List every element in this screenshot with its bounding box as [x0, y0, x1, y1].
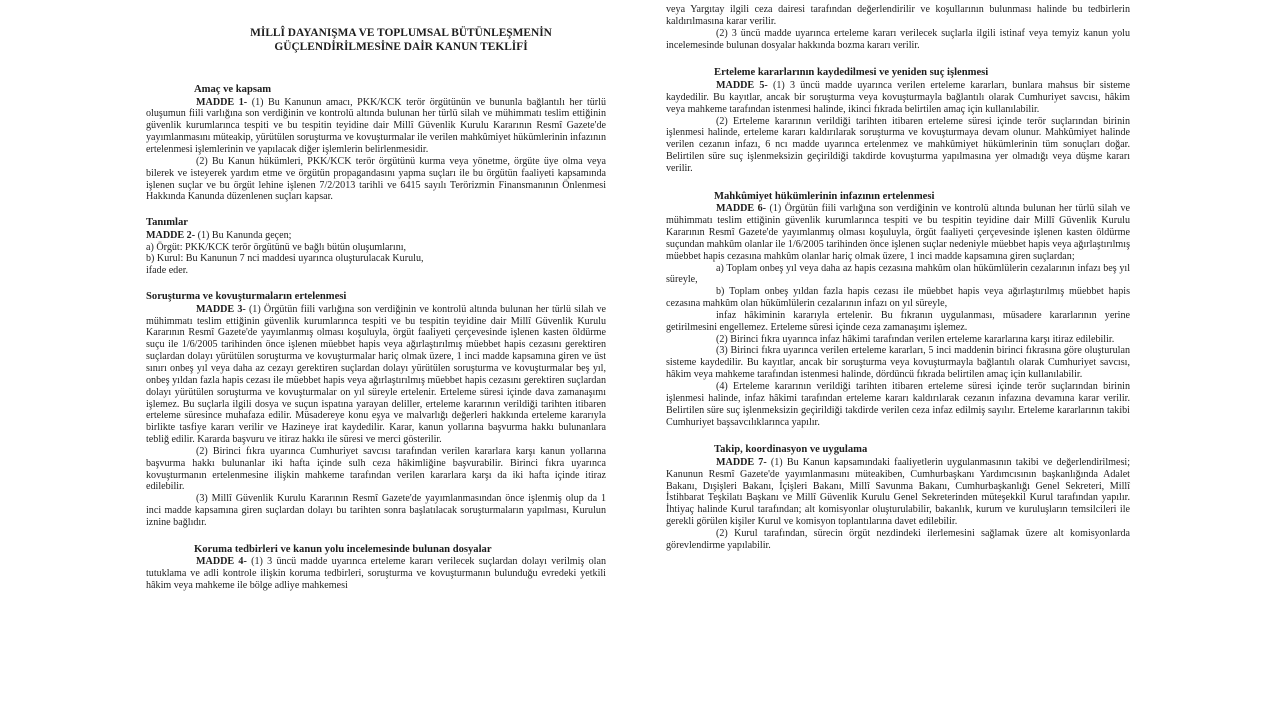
madde-label: MADDE 7-	[716, 456, 767, 468]
madde-label: MADDE 4-	[196, 556, 247, 568]
right-page	[640, 0, 1280, 720]
list-item: a) Örgüt: PKK/KCK terör örgütünü ve bağlı bütün oluşumlarını,	[146, 241, 407, 253]
section-madde-6	[666, 191, 1130, 429]
title-line-1: MİLLÎ DAYANIŞMA VE TOPLUMSAL BÜTÜNLEŞMENİN	[250, 27, 552, 39]
paragraph: (4) Erteleme kararının verildiği tarihten itibaren erteleme süresi içinde terör suçlarından birinin işlenmesi halinde, infaz hâkimi tarafından erteleme kararı kaldırılarak cezanın infazına devamına karar verilir. Belirtilen süre suç işlenmeksizin geçirildiği takdirde verilen ceza infaz edilmiş sayılır. Erteleme kararlarının takibi Cumhuriyet başsavcılıklarınca yapılır.	[666, 380, 1130, 428]
paragraph: MADDE 4- (1) 3 üncü madde uyarınca erteleme kararı verilecek suçlardan dolayı verilmiş olan tutuklama ve adli kontrole ilişkin koruma tedbirleri, soruşturma ve kovuşturmanın bulunduğu evredeki yetkili hâkim veya mahkeme ile bölge adliye mahkemesi	[146, 556, 606, 592]
section-heading: Koruma tedbirleri ve kanun yolu incelemesinde bulunan dosyalar	[194, 543, 492, 555]
paragraph: MADDE 5- (1) 3 üncü madde uyarınca verilen erteleme kararları, bunlara mahsus bir sisteme kaydedilir. Bu kayıtlar, ancak bir soruşturma veya kovuşturmayla bağlantılı olarak Cumhuriyet savcısı, hâkim veya mahkeme tarafından istenmesi halinde, ikinci fıkrada belirtilen amaç için kullanılabilir.	[666, 79, 1130, 115]
list-item: b) Toplam onbeş yıldan fazla hapis cezası ile müebbet hapis veya ağırlaştırılmış müebbet hapis cezasına mahkûm olan hükümlülerin cezalarının infazı on yıl süreyle,	[666, 286, 1130, 310]
paragraph: (2) Birinci fıkra uyarınca infaz hâkimi tarafından verilen erteleme kararlarına karşı itiraz edilebilir.	[716, 333, 1115, 345]
paragraph: (2) 3 üncü madde uyarınca erteleme kararı verilecek suçlarla ilgili istinaf veya temyiz kanun yolu incelemesinde bulunan dosyalar hakkında bozma kararı verilir.	[666, 27, 1130, 51]
section-madde-3	[146, 291, 606, 529]
paragraph: MADDE 2- (1) Bu Kanunda geçen;	[146, 229, 292, 241]
madde-label: MADDE 5-	[716, 79, 768, 91]
madde-label: MADDE 6-	[716, 203, 767, 215]
paragraph: ifade eder.	[146, 265, 189, 277]
paragraph: MADDE 3- (1) Örgütün fiili varlığına son verdiğinin ve kontrolü altında bulunan her türlü silah ve mühimmatı teslim ettiğinin güvenlik kurumlarınca tespiti ve bu tespitin teyidine dair Millî Güvenlik Kurulu Kararının Resmî Gazete'de yayımlanmış olması koşuluyla, örgüt faaliyeti çerçevesinde işlenen kasten öldürme suçu ile 1/6/2005 tarihinden önce işlenen müebbet hapis veya ağırlaştırılmış müebbet hapis cezasını gerektiren suçlardan dolayı yürütülen soruşturma ve kovuşturmalar hariç olmak üzere, 1 inci madde kapsamına giren ve üst sınırı onbeş yıl veya daha az cezayı gerektiren suçlardan dolayı yürütülen soruşturma ve kovuşturmalar beş yıl, onbeş yıldan fazla hapis cezası ile müebbet hapis veya ağırlaştırılmış müebbet hapis cezasını gerektiren suçlardan dolayı yürütülen soruşturma ve kovuşturmalar on yıl süreyle ertelenir. Erteleme süresi içinde dava zamanaşımı işlemez. Bu suçlarla ilgili dosya ve suçun ispatına yarayan deliller, erteleme kararının verildiği tarihten itibaren erteleme süresince muhafaza edilir. Müsadereye konu eşya ve malvarlığı değerleri hakkında erteleme kararıyla birlikte tasfiye kararı verilir ve Hazineye irat kaydedilir. Karar, kanun yollarına başvurma hakkı bulunanlara tebliğ edilir. Kararda başvuru ve itiraz hakkı ile süresi ve merci gösterilir.	[146, 303, 606, 446]
document-title	[196, 26, 606, 54]
section-madde-4-continued	[666, 4, 1130, 51]
paragraph: (3) Birinci fıkra uyarınca verilen erteleme kararları, 5 inci maddenin birinci fıkrasına göre oluşturulan sisteme kaydedilir. Bu kayıtlar, ancak bir soruşturma veya kovuşturmayla bağlantılı olarak Cumhuriyet savcısı, hâkim veya mahkeme tarafından istenmesi halinde, dördüncü fıkrada belirtilen amaç için kullanılabilir.	[666, 345, 1130, 381]
paragraph: MADDE 6- (1) Örgütün fiili varlığına son verdiğinin ve kontrolü altında bulunan her türlü silah ve mühimmatı teslim ettiğinin güvenlik kurumlarınca tespiti ve bu tespitin teyidine dair Millî Güvenlik Kurulu Kararının Resmî Gazete'de yayımlanmış olması koşuluyla, örgüt faaliyeti çerçevesinde işlenen kasten öldürme suçundan mahkûm olanlar ile 1/6/2005 tarihinden önce işlenen suçlar nedeniyle müebbet hapis veya ağırlaştırılmış müebbet hapis cezasına mahkûm olanlar hariç olmak üzere, 1 inci madde kapsamına giren suçlardan;	[666, 203, 1130, 262]
paragraph: (3) Millî Güvenlik Kurulu Kararının Resmî Gazete'de yayımlanmasından önce işlenmiş olup da 1 inci madde kapsamına giren suçlardan dolayı bu tarihten sonra başlatılacak soruşturmaların yapılması, Kurulun iznine bağlıdır.	[146, 493, 606, 528]
paragraph: infaz hâkiminin kararıyla ertelenir. Bu fıkranın uygulanması, müsadere kararlarının yerine getirilmesini engellemez. Erteleme süresi içinde ceza zamanaşımı işlemez.	[666, 309, 1130, 333]
section-madde-7	[666, 444, 1130, 551]
madde-label: MADDE 2-	[146, 229, 196, 241]
paragraph: veya Yargıtay ilgili ceza dairesi tarafından değerlendirilir ve koşullarının bulunması halinde bu tedbirlerin kaldırılmasına karar verilir.	[666, 4, 1130, 27]
title-line-2: GÜÇLENDİRİLMESİNE DAİR KANUN TEKLİFİ	[274, 41, 528, 53]
paragraph: MADDE 7- (1) Bu Kanun kapsamındaki faaliyetlerin uygulanmasının takibi ve değerlendirilmesi; Kanunun Resmî Gazete'de yayımlanmasını müteakiben, Cumhurbaşkanı Yardımcısının başkanlığında Adalet Bakanı, Dışişleri Bakanı, İçişleri Bakanı, Millî Savunma Bakanı, Cumhurbaşkanlığı Genel Sekreteri, Millî İstihbarat Teşkilatı Başkanı ve Millî Güvenlik Kurulu Genel Sekreterinden müteşekkil Kurul tarafından yapılır. İhtiyaç halinde Kurul tarafından; alt komisyonlar oluşturulabilir, bakanlık, kurum ve kuruluşların temsilcileri ile gerekli görülen kişiler Kurul ve komisyon toplantılarına davet edilebilir.	[666, 456, 1131, 528]
section-heading: Tanımlar	[146, 217, 188, 229]
list-item: b) Kurul: Bu Kanunun 7 nci maddesi uyarınca oluşturulacak Kurulu,	[146, 253, 424, 265]
section-heading: Erteleme kararlarının kaydedilmesi ve yeniden suç işlenmesi	[714, 67, 989, 79]
paragraph: (2) Kurul tarafından, sürecin örgüt nezdindeki ilerlemesini sağlamak üzere alt komisyonlarda görevlendirme yapılabilir.	[666, 528, 1130, 551]
section-heading: Amaç ve kapsam	[194, 84, 272, 95]
section-madde-1	[146, 84, 606, 203]
section-madde-4	[146, 544, 606, 592]
section-heading: Takip, koordinasyon ve uygulama	[714, 444, 868, 456]
paragraph: (2) Bu Kanun hükümleri, PKK/KCK terör örgütünü kurma veya yönetme, örgüte üye olma veya bilerek ve isteyerek yardım etme ve örgütün propagandasını yapma suçları ile bu örgütün faaliyeti kapsamında işlenen suçlar ve bu örgüt lehine işlenen 7/2/2013 tarihli ve 6415 sayılı Terörizmin Finansmanının Önlenmesi Hakkında Kanunda düzenlenen suçları kapsar.	[146, 155, 606, 203]
paragraph: (2) Erteleme kararının verildiği tarihten itibaren erteleme süresi içinde terör suçlarından birinin işlenmesi halinde, erteleme kararı kaldırılarak soruşturma ve kovuşturmaya devam olunur. Mahkûmiyet halinde verilen cezanın infazı, 6 ncı madde uyarınca ertelenmez ve mahkûmiyet hükümlerinin tüm sonuçları doğar. Belirtilen süre suç işlenmeksizin geçirildiği takdirde kovuşturma yapılmasına yer olmadığı veya düşme kararı verilir.	[666, 115, 1130, 174]
section-madde-2	[146, 217, 606, 277]
section-heading: Mahkûmiyet hükümlerinin infazının ertelenmesi	[714, 190, 935, 202]
paragraph: MADDE 1- (1) Bu Kanunun amacı, PKK/KCK terör örgütünün ve bununla bağlantılı her türlü oluşumun fiili varlığına son verdiğinin ve kontrolü altında bulunan her türlü silah ve mühimmatı teslim ettiğinin güvenlik kurumlarınca tespiti ve bu tespitin teyidine dair Millî Güvenlik Kurulu Kararının Resmî Gazete'de yayımlanmasını müteakip, yürütülen soruşturma ve kovuşturmalar ile verilen mahkûmiyet hükümlerinin infazının ertelenmesi işlemlerinin ve yapılacak diğer işlemlerin belirlenmesidir.	[146, 96, 607, 155]
madde-label: MADDE 3-	[196, 303, 246, 315]
section-madde-5	[666, 67, 1130, 174]
section-heading: Soruşturma ve kovuşturmaların ertelenmesi	[146, 291, 347, 303]
paragraph: (2) Birinci fıkra uyarınca Cumhuriyet savcısı tarafından verilen kararlara karşı kanun yollarına başvurma hakkı bulunanlar iki hafta içinde sulh ceza hâkimliğine başvurabilir. Birinci fıkra uyarınca kovuşturmanın ertelenmesine ilişkin mahkeme tarafından verilen kararlara karşı da iki hafta içinde itiraz edilebilir.	[146, 445, 606, 493]
madde-label: MADDE 1-	[196, 96, 248, 108]
list-item: a) Toplam onbeş yıl veya daha az hapis cezasına mahkûm olan hükümlülerin cezalarının infazı beş yıl süreyle,	[666, 262, 1130, 286]
